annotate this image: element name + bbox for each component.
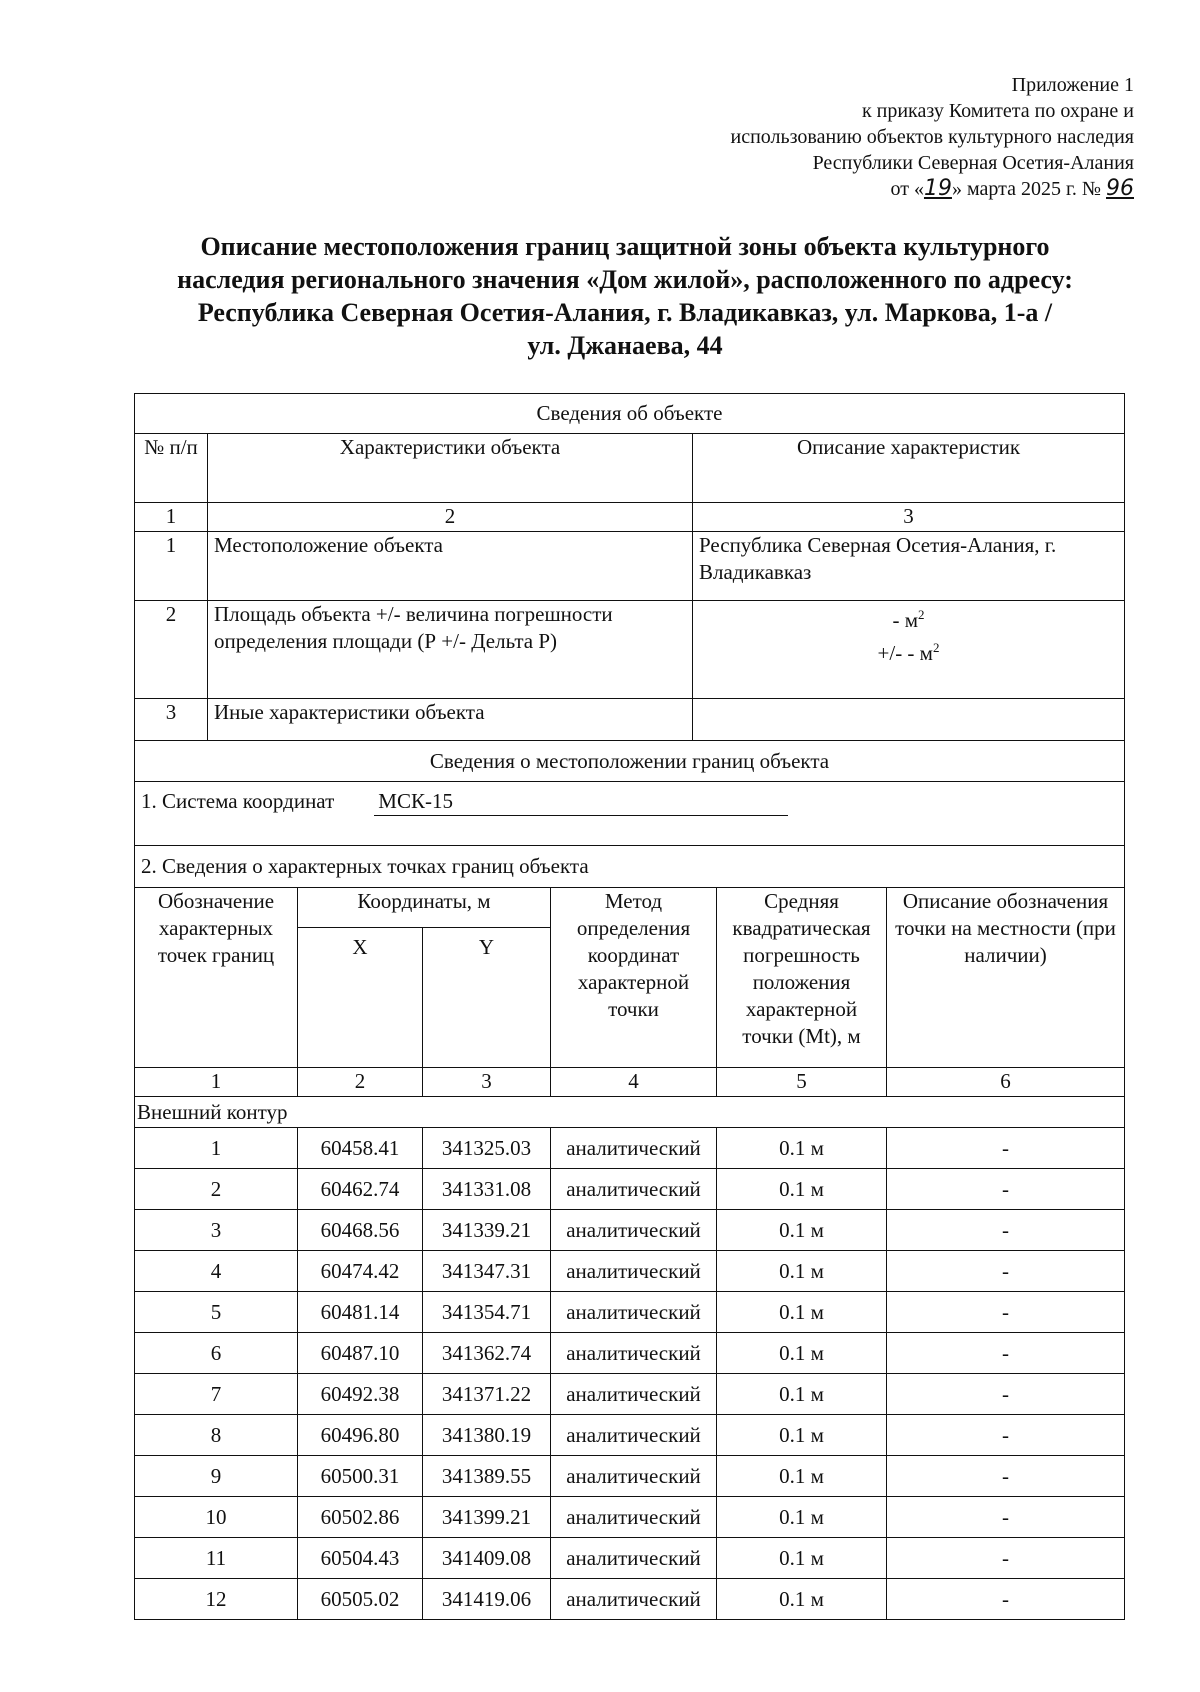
area-error: +/- - м <box>877 641 933 665</box>
y-coordinate: 341325.03 <box>423 1128 551 1169</box>
col-header-description: Описание характеристик <box>693 434 1125 503</box>
col-number: 5 <box>717 1068 887 1097</box>
table-row <box>135 1169 1125 1210</box>
table-row <box>135 1579 1125 1620</box>
x-coordinate: 60502.86 <box>298 1497 423 1538</box>
table-row <box>135 1251 1125 1292</box>
coord-system-label: 1. Система координат <box>141 789 335 813</box>
y-coordinate: 341419.06 <box>423 1579 551 1620</box>
x-coordinate: 60496.80 <box>298 1415 423 1456</box>
header-line: Республики Северная Осетия-Алания <box>812 152 1134 174</box>
point-description: - <box>887 1374 1125 1415</box>
point-description: - <box>887 1210 1125 1251</box>
area-value: - м <box>892 608 919 632</box>
point-number: 10 <box>135 1497 298 1538</box>
x-coordinate: 60505.02 <box>298 1579 423 1620</box>
point-description: - <box>887 1579 1125 1620</box>
method: аналитический <box>551 1169 717 1210</box>
points-label: 2. Сведения о характерных точках границ объекта <box>135 846 1125 888</box>
method: аналитический <box>551 1374 717 1415</box>
coordinate-system-row <box>135 782 1125 846</box>
col-header-method: Метод определения координат характерной точки <box>551 888 717 1068</box>
col-number: 3 <box>423 1068 551 1097</box>
col-number: 2 <box>298 1068 423 1097</box>
mean-error: 0.1 м <box>717 1415 887 1456</box>
x-coordinate: 60500.31 <box>298 1456 423 1497</box>
point-number: 6 <box>135 1333 298 1374</box>
characteristic-name: Местоположение объекта <box>208 532 693 601</box>
col-header-error: Средняя квадратическая погрешность положения характерной точки (Mt), м <box>717 888 887 1068</box>
mean-error: 0.1 м <box>717 1456 887 1497</box>
point-description: - <box>887 1333 1125 1374</box>
y-coordinate: 341339.21 <box>423 1210 551 1251</box>
col-header-designation: Обозначение характерных точек границ <box>135 888 298 1068</box>
point-description: - <box>887 1128 1125 1169</box>
mean-error: 0.1 м <box>717 1128 887 1169</box>
mean-error: 0.1 м <box>717 1251 887 1292</box>
method: аналитический <box>551 1456 717 1497</box>
col-header-number: № п/п <box>135 434 208 503</box>
col-header-description: Описание обозначения точки на местности (при наличии) <box>887 888 1125 1068</box>
table-row <box>135 1210 1125 1251</box>
point-number: 3 <box>135 1210 298 1251</box>
y-coordinate: 341399.21 <box>423 1497 551 1538</box>
object-info-table <box>134 393 1125 846</box>
handwritten-day: 19 <box>923 176 952 201</box>
y-coordinate: 341331.08 <box>423 1169 551 1210</box>
col-header-coords: Координаты, м <box>298 888 551 928</box>
characteristic-value: Республика Северная Осетия-Алания, г. Владикавказ <box>693 532 1125 601</box>
point-number: 4 <box>135 1251 298 1292</box>
mean-error: 0.1 м <box>717 1374 887 1415</box>
characteristic-name: Иные характеристики объекта <box>208 699 693 741</box>
section-title: Сведения об объекте <box>135 394 1125 434</box>
x-coordinate: 60462.74 <box>298 1169 423 1210</box>
col-header-x: X <box>298 928 423 1068</box>
title-line: наследия регионального значения «Дом жилой», расположенного по адресу: <box>177 265 1073 294</box>
point-description: - <box>887 1415 1125 1456</box>
point-number: 7 <box>135 1374 298 1415</box>
method: аналитический <box>551 1210 717 1251</box>
header-line: Приложение 1 <box>1011 74 1134 96</box>
table-row <box>135 1333 1125 1374</box>
method: аналитический <box>551 1415 717 1456</box>
method: аналитический <box>551 1579 717 1620</box>
col-number: 4 <box>551 1068 717 1097</box>
point-description: - <box>887 1497 1125 1538</box>
table-row <box>135 1497 1125 1538</box>
y-coordinate: 341380.19 <box>423 1415 551 1456</box>
unit-exponent: 2 <box>918 607 925 622</box>
method: аналитический <box>551 1333 717 1374</box>
mean-error: 0.1 м <box>717 1333 887 1374</box>
header-line: к приказу Комитета по охране и <box>861 100 1134 122</box>
title-line: Республика Северная Осетия-Алания, г. Владикавказ, ул. Маркова, 1-а / <box>197 298 1053 327</box>
characteristic-name: Площадь объекта +/- величина погрешности определения площади (Р +/- Дельта Р) <box>208 601 693 699</box>
document-title <box>120 230 1130 362</box>
col-number: 3 <box>693 503 1125 532</box>
y-coordinate: 341389.55 <box>423 1456 551 1497</box>
title-line: Описание местоположения границ защитной зоны объекта культурного <box>200 232 1050 261</box>
contour-label: Внешний контур <box>135 1097 1125 1128</box>
x-coordinate: 60474.42 <box>298 1251 423 1292</box>
row-number: 1 <box>135 532 208 601</box>
mean-error: 0.1 м <box>717 1169 887 1210</box>
table-row <box>135 1128 1125 1169</box>
unit-exponent: 2 <box>932 640 940 655</box>
table-row <box>135 1456 1125 1497</box>
col-header-y: Y <box>423 928 551 1068</box>
point-number: 1 <box>135 1128 298 1169</box>
point-number: 9 <box>135 1456 298 1497</box>
x-coordinate: 60504.43 <box>298 1538 423 1579</box>
x-coordinate: 60468.56 <box>298 1210 423 1251</box>
mean-error: 0.1 м <box>717 1292 887 1333</box>
mean-error: 0.1 м <box>717 1538 887 1579</box>
method: аналитический <box>551 1128 717 1169</box>
y-coordinate: 341409.08 <box>423 1538 551 1579</box>
handwritten-number: 96 <box>1106 176 1134 201</box>
method: аналитический <box>551 1251 717 1292</box>
order-date-line <box>731 176 1135 202</box>
method: аналитический <box>551 1497 717 1538</box>
method: аналитический <box>551 1292 717 1333</box>
point-description: - <box>887 1538 1125 1579</box>
point-description: - <box>887 1292 1125 1333</box>
point-number: 5 <box>135 1292 298 1333</box>
section-title: Сведения о местоположении границ объекта <box>135 741 1125 782</box>
mean-error: 0.1 м <box>717 1210 887 1251</box>
col-number: 2 <box>208 503 693 532</box>
col-number: 6 <box>887 1068 1125 1097</box>
y-coordinate: 341371.22 <box>423 1374 551 1415</box>
point-number: 11 <box>135 1538 298 1579</box>
col-header-characteristics: Характеристики объекта <box>208 434 693 503</box>
mean-error: 0.1 м <box>717 1497 887 1538</box>
date-prefix: от « <box>890 178 924 200</box>
table-row <box>135 1292 1125 1333</box>
point-description: - <box>887 1169 1125 1210</box>
boundary-points-table <box>134 845 1125 1620</box>
header-line: использованию объектов культурного наследия <box>730 126 1134 148</box>
x-coordinate: 60458.41 <box>298 1128 423 1169</box>
characteristic-value <box>693 601 1125 699</box>
x-coordinate: 60492.38 <box>298 1374 423 1415</box>
y-coordinate: 341354.71 <box>423 1292 551 1333</box>
title-line: ул. Джанаева, 44 <box>527 331 723 360</box>
table-row <box>135 1538 1125 1579</box>
x-coordinate: 60481.14 <box>298 1292 423 1333</box>
col-number: 1 <box>135 503 208 532</box>
point-number: 8 <box>135 1415 298 1456</box>
row-number: 3 <box>135 699 208 741</box>
table-row <box>135 1415 1125 1456</box>
y-coordinate: 341347.31 <box>423 1251 551 1292</box>
row-number: 2 <box>135 601 208 699</box>
date-mid: » марта 2025 г. № <box>951 178 1101 200</box>
point-description: - <box>887 1456 1125 1497</box>
mean-error: 0.1 м <box>717 1579 887 1620</box>
col-number: 1 <box>135 1068 298 1097</box>
characteristic-value <box>693 699 1125 741</box>
point-description: - <box>887 1251 1125 1292</box>
point-number: 2 <box>135 1169 298 1210</box>
point-number: 12 <box>135 1579 298 1620</box>
table-row <box>135 1374 1125 1415</box>
method: аналитический <box>551 1538 717 1579</box>
x-coordinate: 60487.10 <box>298 1333 423 1374</box>
appendix-header <box>731 72 1135 202</box>
y-coordinate: 341362.74 <box>423 1333 551 1374</box>
coord-system-value: МСК-15 <box>374 788 788 816</box>
